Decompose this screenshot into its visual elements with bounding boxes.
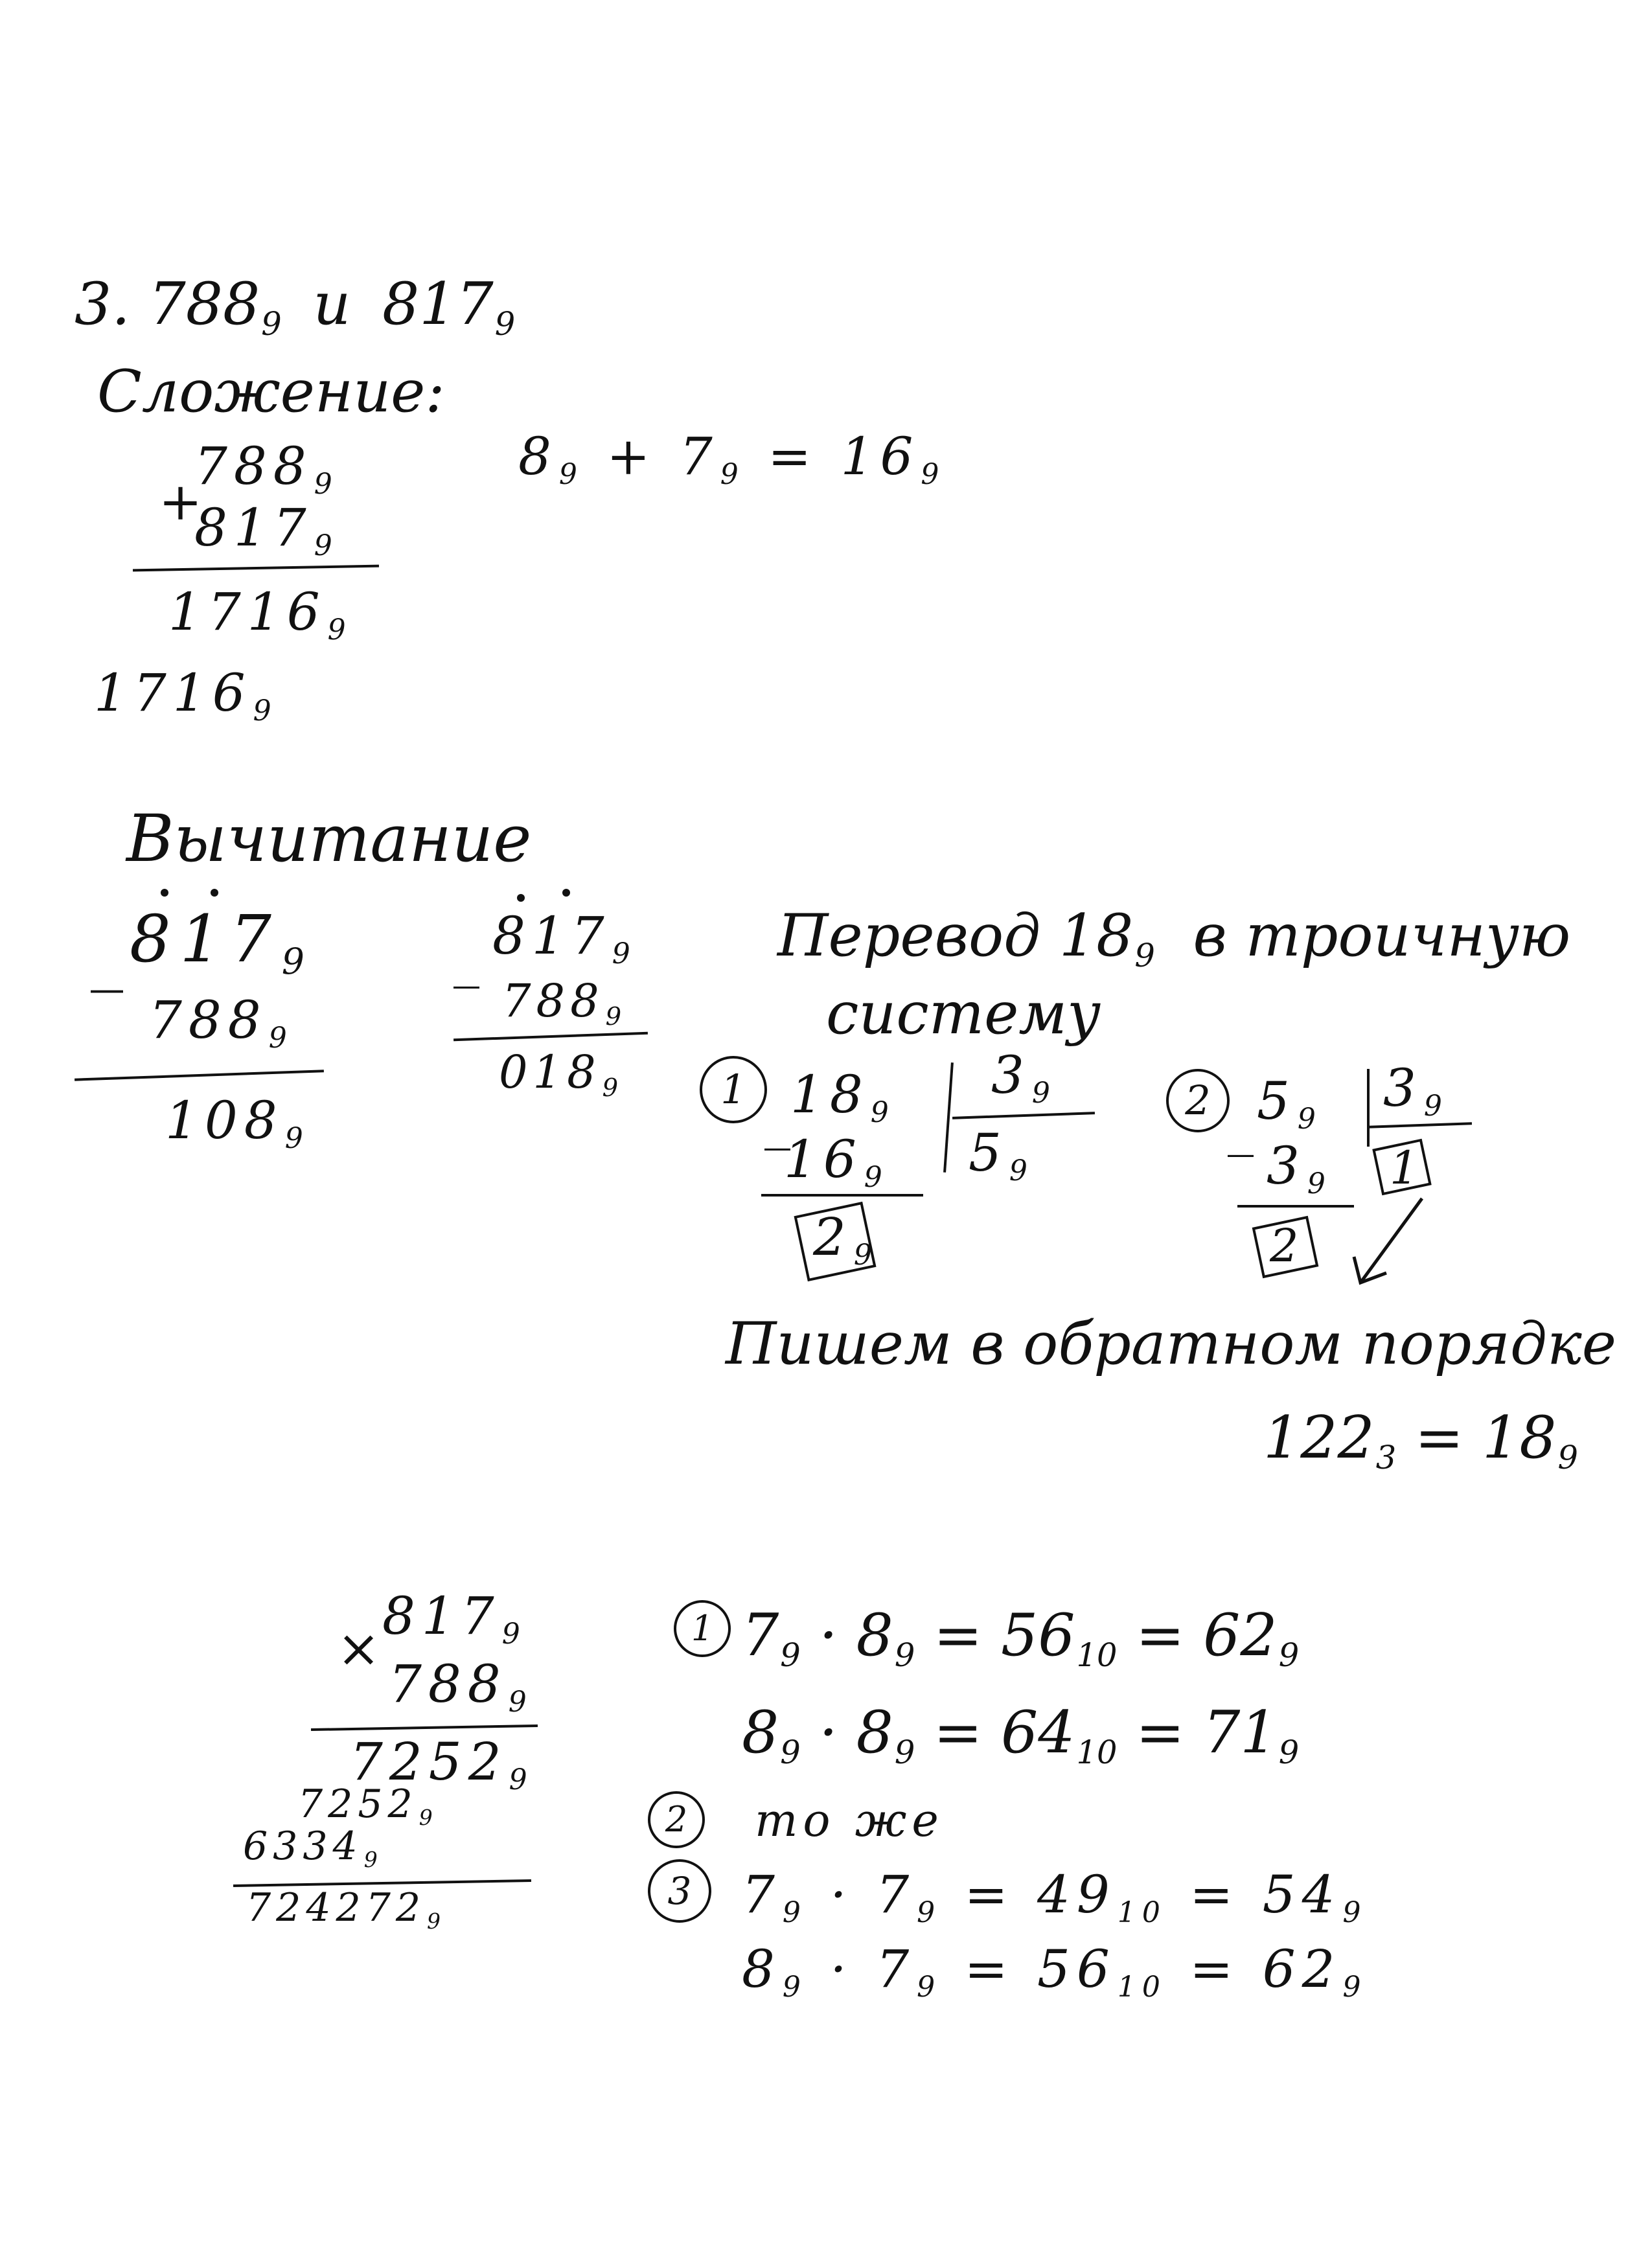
step1-divisor-rule (952, 1112, 1095, 1119)
addition-note: 89 + 79 = 169 (518, 426, 946, 492)
subtraction-right-bottom: 7889 (502, 974, 627, 1032)
multiplication-top: 8179 (382, 1586, 527, 1651)
addition-title: Сложение: (97, 358, 445, 426)
subtraction-left-bottom: 7889 (149, 990, 293, 1055)
step1-minus: _ (764, 1090, 797, 1151)
partial-product-1: 72529 (350, 1732, 534, 1797)
subtraction-right-result: 0189 (499, 1046, 624, 1103)
partial-product-3: 63349 (243, 1824, 383, 1872)
note-line-1: 79 · 89 = 5610 = 629 (742, 1601, 1300, 1675)
borrow-dot (517, 894, 525, 902)
borrow-dot (211, 889, 218, 897)
note-2-marker: 2 (648, 1791, 705, 1848)
subtraction-left-rule (75, 1070, 324, 1081)
conversion-title-line1: Перевод 189 в троичную (777, 902, 1571, 975)
note-line-4: 89 · 79 = 5610 = 629 (742, 1939, 1368, 2004)
addition-result: 17169 (168, 582, 352, 647)
step1-quotient: 59 (969, 1123, 1034, 1188)
multiplication-rule-1 (311, 1724, 538, 1731)
base-subscript: 9 (261, 305, 282, 343)
note-3-marker: 3 (648, 1859, 711, 1923)
base-subscript: 9 (494, 305, 516, 343)
step-1-marker: 1 (700, 1056, 767, 1123)
step2-minus: _ (1228, 1097, 1260, 1157)
addition-operand-bottom: 8179 (194, 498, 339, 563)
step1-remainder: 29 (813, 1207, 878, 1272)
borrow-dot (161, 889, 168, 897)
step2-divisor: 39 (1383, 1058, 1449, 1123)
step2-rule (1237, 1205, 1354, 1208)
step2-divisor-rule (1368, 1122, 1472, 1128)
conjunction: и (313, 270, 351, 338)
step1-rule (761, 1194, 923, 1197)
task-number-second: 817 (382, 270, 494, 338)
step2-quotient: 1 (1390, 1141, 1424, 1195)
note-line-2: 89 · 89 = 6410 = 719 (742, 1699, 1300, 1772)
step1-subtrahend: 169 (784, 1129, 889, 1195)
step2-subtrahend: 39 (1267, 1136, 1332, 1201)
step-2-marker: 2 (1166, 1069, 1230, 1132)
task-heading (75, 270, 516, 343)
subtraction-left-top: 8179 (130, 901, 314, 983)
arrow-icon (1341, 1192, 1432, 1296)
step2-division-bar (1367, 1069, 1370, 1147)
step1-divisor: 39 (991, 1045, 1057, 1110)
note-line-3: 79 · 79 = 4910 = 549 (742, 1864, 1368, 1930)
subtraction-right-top: 8179 (492, 906, 637, 971)
conversion-result: 1223 = 189 (1263, 1404, 1578, 1477)
multiplication-sign: × (337, 1618, 387, 1678)
addition-operand-top: 7889 (194, 436, 339, 501)
addition-result-repeat: 17169 (94, 663, 278, 728)
addition-plus-sign: + (159, 472, 209, 532)
conversion-title-line2: систему (826, 979, 1101, 1048)
subtraction-minus-right: _ (453, 928, 486, 989)
step1-dividend: 189 (790, 1064, 895, 1130)
addition-rule (133, 565, 379, 572)
multiplication-bottom: 7889 (389, 1654, 533, 1719)
subtraction-left-result: 1089 (165, 1090, 310, 1156)
task-number-first: 3. 788 (75, 270, 260, 338)
note-same: то же (755, 1794, 944, 1847)
partial-product-2: 72529 (298, 1781, 438, 1830)
conversion-note: Пишем в обратном порядке (726, 1310, 1617, 1378)
subtraction-minus: _ (91, 917, 123, 993)
subtraction-right-rule (453, 1032, 648, 1041)
note-1-marker: 1 (674, 1600, 731, 1657)
step2-dividend: 59 (1257, 1071, 1322, 1136)
subtraction-title: Вычитание (126, 801, 532, 876)
multiplication-result: 7242729 (246, 1885, 446, 1934)
borrow-dot (562, 889, 570, 897)
step2-remainder: 2 (1270, 1219, 1304, 1272)
